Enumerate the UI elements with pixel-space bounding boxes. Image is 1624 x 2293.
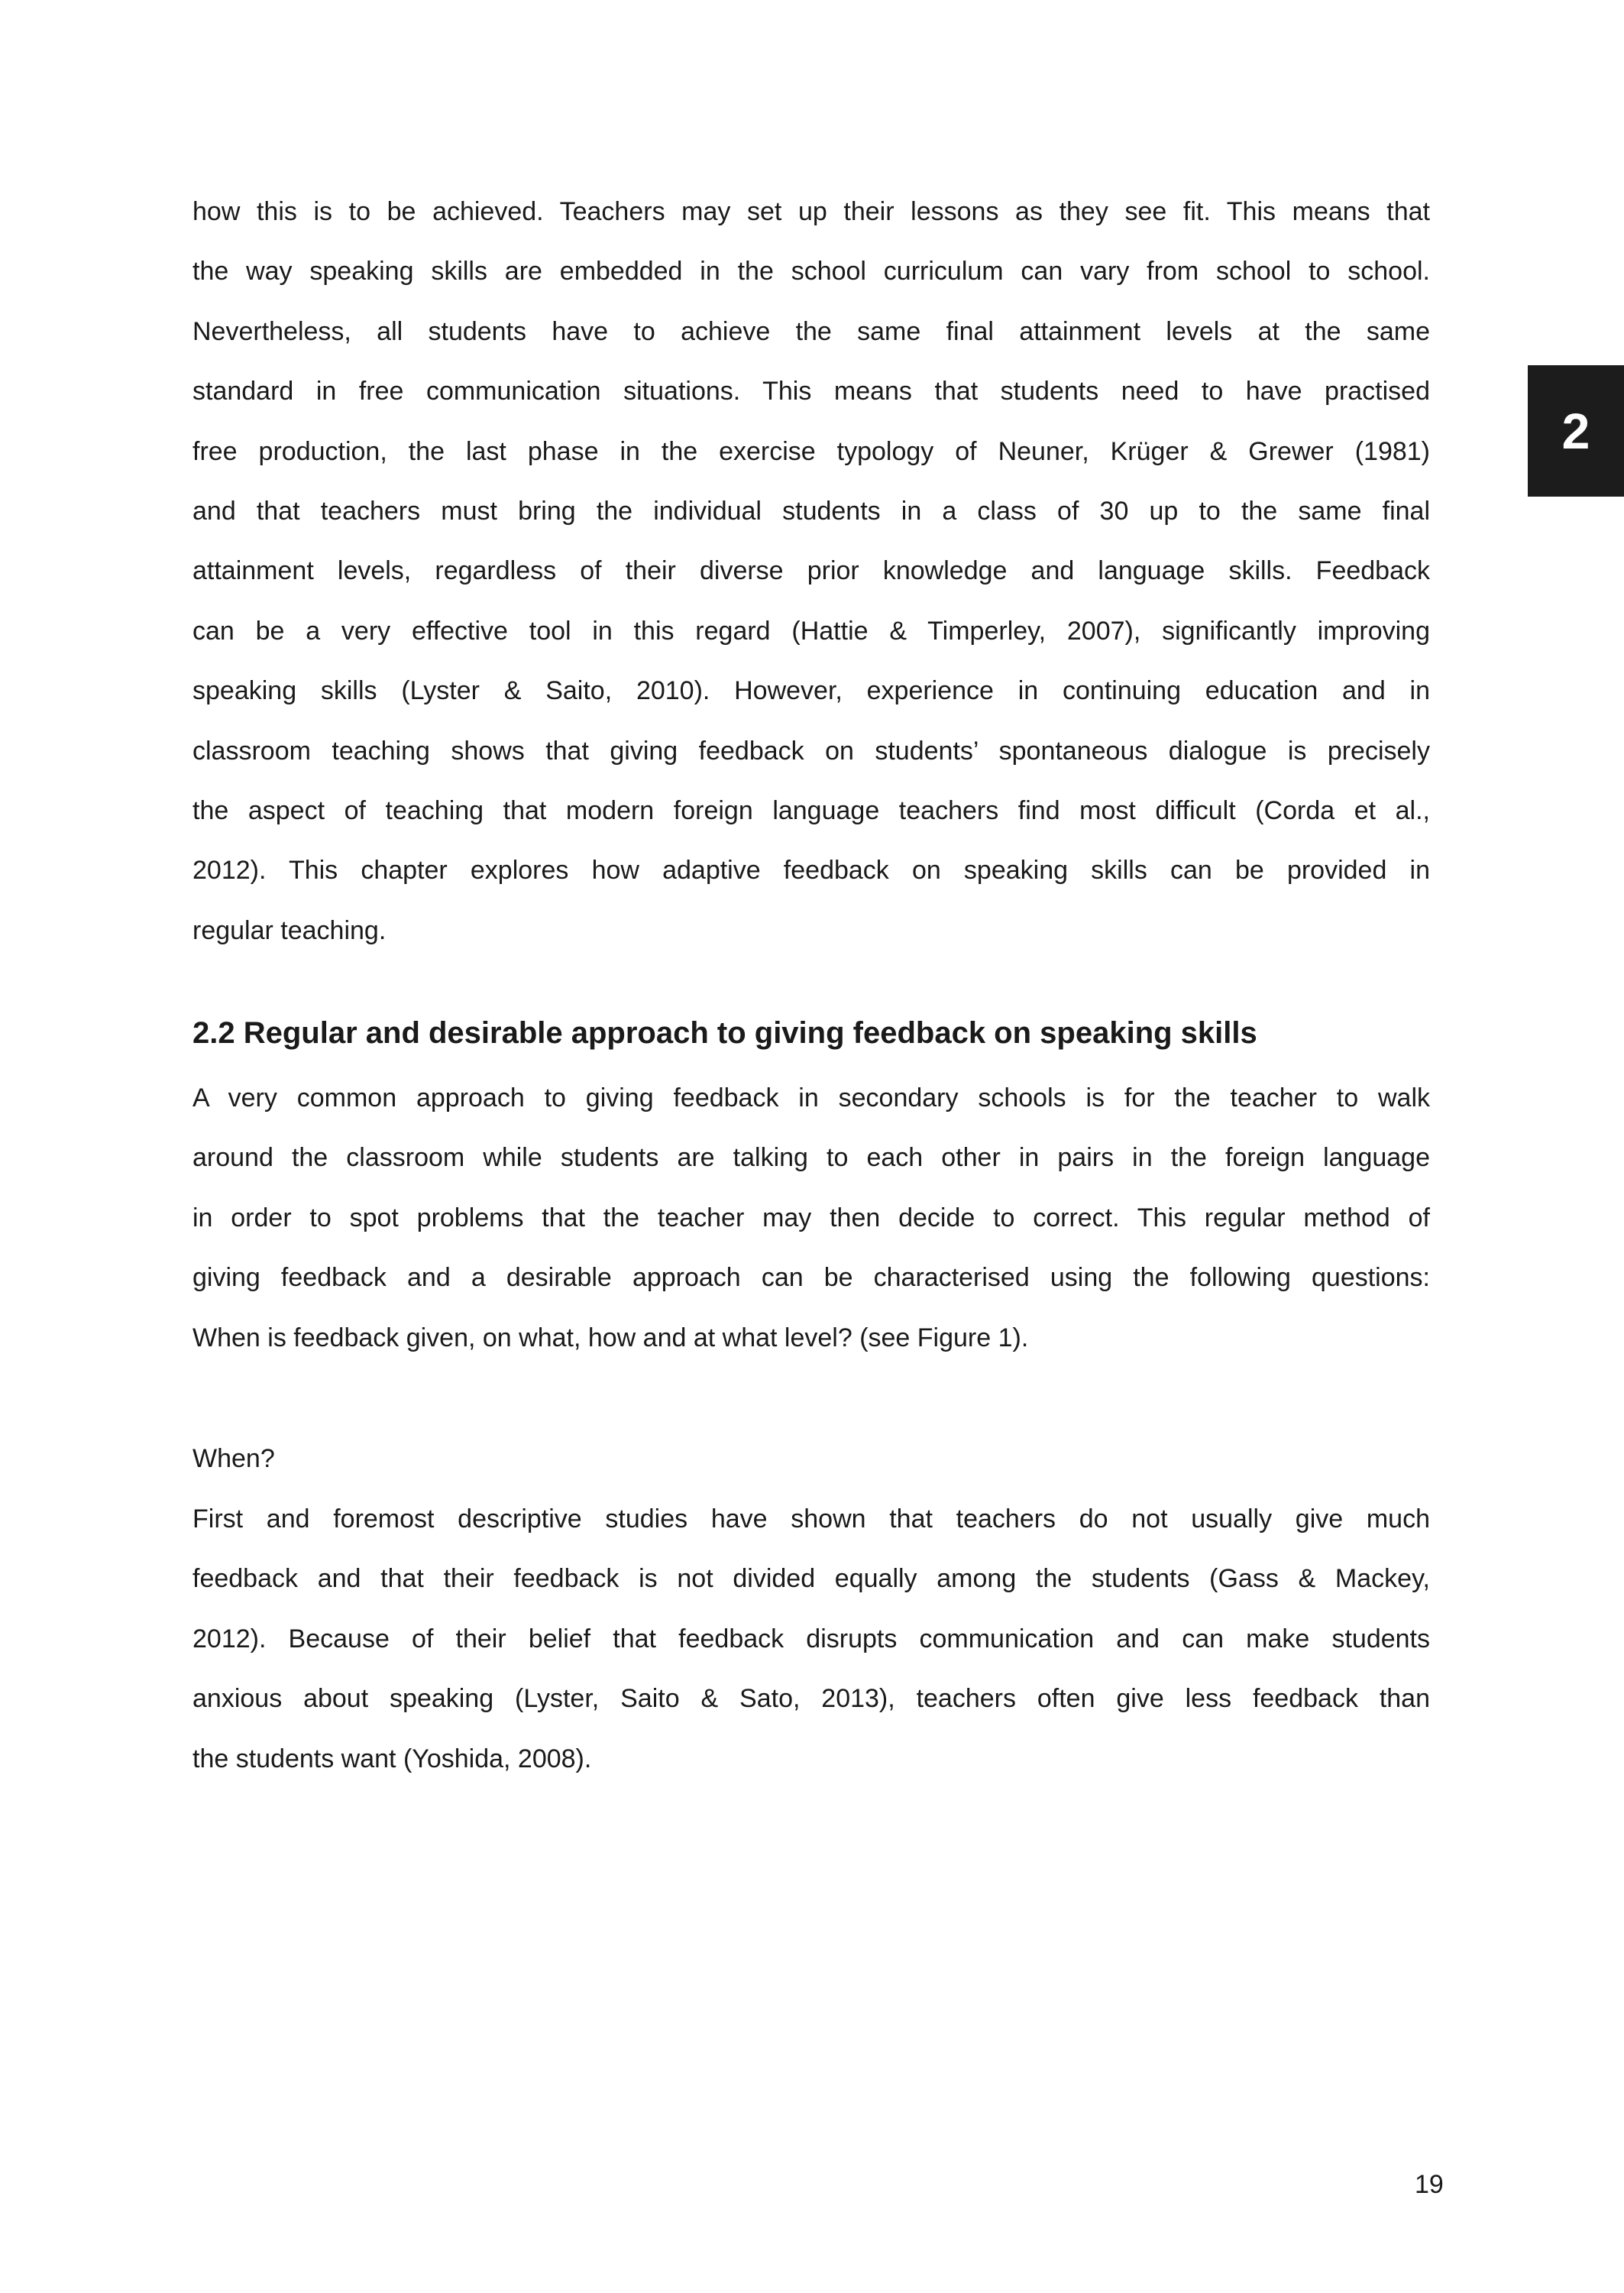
text-line: in order to spot problems that the teacher may then decide to correct. This regular method of bbox=[192, 1203, 1430, 1232]
text-line: 2012). This chapter explores how adaptive feedback on speaking skills can be provided in bbox=[192, 856, 1430, 886]
text-line: anxious about speaking (Lyster, Saito & Sato, 2013), teachers often give less feedback than bbox=[192, 1684, 1430, 1714]
text-line: regular teaching. bbox=[192, 915, 387, 945]
text-line: the aspect of teaching that modern foreign language teachers find most difficult (Corda et al., bbox=[192, 796, 1430, 825]
text-line: the students want (Yoshida, 2008). bbox=[192, 1744, 592, 1773]
section-heading: 2.2 Regular and desirable approach to giving feedback on speaking skills bbox=[192, 1016, 1257, 1050]
text-line: around the classroom while students are talking to each other in pairs in the foreign language bbox=[192, 1143, 1430, 1173]
subheading-when: When? bbox=[192, 1444, 275, 1473]
text-line: free production, the last phase in the exercise typology of Neuner, Krüger & Grewer (1981) bbox=[192, 436, 1430, 466]
chapter-tab: 2 bbox=[1528, 365, 1624, 497]
text-line: attainment levels, regardless of their diverse prior knowledge and language skills. Feedback bbox=[192, 556, 1430, 586]
text-line: Nevertheless, all students have to achieve the same final attainment levels at the same bbox=[192, 316, 1430, 346]
text-line: and that teachers must bring the individual students in a class of 30 up to the same final bbox=[192, 497, 1430, 526]
text-line: When is feedback given, on what, how and at what level? (see Figure 1). bbox=[192, 1323, 1029, 1352]
text-line: giving feedback and a desirable approach can be characterised using the following questions: bbox=[192, 1263, 1430, 1293]
text-line: classroom teaching shows that giving feedback on students’ spontaneous dialogue is precisely bbox=[192, 736, 1430, 766]
text-line: how this is to be achieved. Teachers may set up their lessons as they see fit. This means that bbox=[192, 197, 1430, 226]
text-line: A very common approach to giving feedback in secondary schools is for the teacher to walk bbox=[192, 1083, 1430, 1112]
text-line: the way speaking skills are embedded in the school curriculum can vary from school to school. bbox=[192, 257, 1430, 287]
text-line: can be a very effective tool in this regard (Hattie & Timperley, 2007), significantly improving bbox=[192, 616, 1430, 646]
page-number: 19 bbox=[1415, 2170, 1444, 2199]
text-line: feedback and that their feedback is not divided equally among the students (Gass & Mackey, bbox=[192, 1564, 1430, 1594]
text-line: 2012). Because of their belief that feedback disrupts communication and can make students bbox=[192, 1624, 1430, 1653]
text-line: speaking skills (Lyster & Saito, 2010). However, experience in continuing education and in bbox=[192, 676, 1430, 706]
text-line: First and foremost descriptive studies have shown that teachers do not usually give much bbox=[192, 1504, 1430, 1534]
text-line: standard in free communication situations. This means that students need to have practised bbox=[192, 377, 1430, 406]
